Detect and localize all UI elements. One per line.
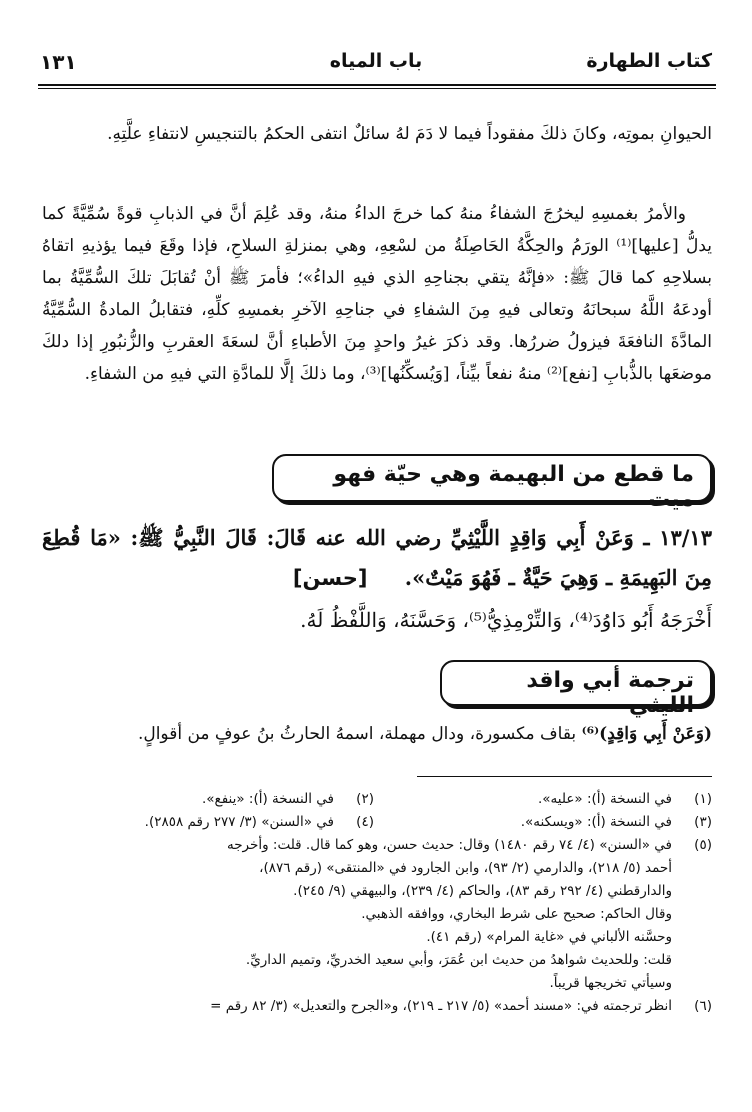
- footnote-pair-row: [36, 811, 712, 834]
- section-heading-narrator-bio: ترجمة أبي واقد الليثي: [440, 660, 712, 706]
- header-rule: [38, 84, 716, 86]
- footnote-6-text: انظر ترجمته في: «مسند أحمد» (٥/ ٢١٧ ـ ٢١٩)، و«الجرح والتعديل» (٣/ ٨٢ رقم =: [210, 998, 672, 1014]
- narrator-bio: [42, 718, 712, 750]
- footnote-5: [36, 834, 712, 995]
- footnote-number: (٥): [694, 837, 712, 853]
- footnote-line: في «السنن» (٤/ ٧٤ رقم ١٤٨٠) وقال: حديث حسن، وهو كما قال. قلت: وأخرجه: [226, 837, 672, 853]
- footnote-line: وقال الحاكم: صحيح على شرط البخاري، ووافقه الذهبي.: [361, 906, 672, 922]
- header-rule-thin: [38, 88, 716, 89]
- footnote-number: (٤): [356, 814, 374, 830]
- footnote-number: (١): [694, 791, 712, 807]
- paragraph-1: الحيوانِ بموتِه، وكانَ ذلكَ مفقوداً فيما لا دَمَ لهُ سائلٌ انتفى الحكمُ بالتنجيسِ لانتفاءِ علَّتِهِ.: [107, 124, 712, 144]
- footnote-line: أحمد (٥/ ٢١٨)، والدارمي (٢/ ٩٣)، وابن الجارود في «المنتقى» (رقم ٨٧٦)،: [259, 860, 672, 876]
- hadith-body: ١٣/١٣ ـ وَعَنْ أَبِي وَاقِدٍ اللَّيْثِيِّ رضي الله عنه قَالَ: قَالَ النَّبِيُّ ﷺ: «مَا قُطِعَ مِنَ البَهِيمَةِ ـ وَهِيَ حَيَّةٌ ـ فَهُوَ مَيْتٌ».: [42, 525, 712, 590]
- footnote-line: وحسَّنه الألباني في «غاية المرام» (رقم ٤١).: [426, 929, 672, 945]
- paragraph-2: والأمرُ بغمسِهِ ليخرُجَ الشفاءُ منهُ كما خرجَ الداءُ منهُ، وقد عُلِمَ أنَّ في الذبابِ قوةً سُمِّيَّةً كما يدلُّ [عليها]⁽¹⁾ الورَمُ والحِكَّةُ الحَاصِلَةُ من لسْعِهِ، وهي بمنزلةِ السلاحِ، فإذا وقَعَ فيما يؤذيهِ اتقاهُ بسلاحِهِ كما قالَ ﷺ: «فإنَّهُ يتقي بجناحِهِ الذي فيهِ الداءُ»؛ فأمرَ ﷺ أنْ تُقابَلَ تلكَ السُّمِّيَّةُ بما أودعَهُ اللَّهُ سبحانَهُ وتعالى فيهِ مِنَ الشفاءِ في جناحِهِ الآخرِ بغمسِهِ كلِّهِ، فتقابلُ المادةُ السُّمِّيَّةُ المادَّةَ النافعَةَ فيزولُ ضررُها. وقد ذكرَ غيرُ واحدٍ مِنَ الأطباءِ أنَّ لسعَةَ العقربِ والزُّنبُورِ إذا دلكَ موضعَها بالذُّبابِ [نفع]⁽²⁾ منهُ نفعاً بيِّناً، [وَيُسكِّنُها]⁽³⁾، وما ذلكَ إلَّا للمادَّةِ التي فيهِ من الشفاءِ.: [42, 204, 712, 384]
- footnote-line: قلت: وللحديث شواهدُ من حديث ابن عُمَرَ، وأبي سعيد الخدريِّ، وتميم الداريِّ.: [245, 952, 672, 968]
- chapter-title: باب المياه: [329, 50, 423, 72]
- footnote-number: (٦): [694, 998, 712, 1014]
- footnote-4: في «السنن» (٣/ ٢٧٧ رقم ٢٨٥٨).: [144, 814, 334, 830]
- footnote-number: (٢): [356, 791, 374, 807]
- footnote-2: في النسخة (أ): «ينفع».: [201, 791, 334, 807]
- book-title: كتاب الطهارة: [586, 50, 712, 72]
- section-heading-cut-from-animal: ما قطع من البهيمة وهي حيّة فهو ميت: [272, 454, 712, 502]
- footnote-6: [36, 995, 712, 1018]
- paragraph-continuation: [42, 118, 712, 150]
- narrator-bio-text: بقاف مكسورة، ودال مهملة، اسمهُ الحارثُ بنُ عوفٍ من أقوالٍ.: [137, 724, 577, 744]
- footnote-pair-row: [36, 788, 712, 811]
- hadith-grade: [حسن]: [292, 566, 368, 590]
- paragraph-commentary: [42, 198, 712, 390]
- footnote-line: وسيأتي تخريجها قريباً.: [549, 975, 672, 991]
- running-header: [40, 46, 712, 80]
- footnote-3: في النسخة (أ): «ويسكنه».: [520, 814, 672, 830]
- page-number: ١٣١: [40, 50, 77, 74]
- footnotes: [36, 788, 712, 1018]
- footnote-number: (٣): [694, 814, 712, 830]
- hadith-takhrij: أَخْرَجَهُ أَبُو دَاوُدَ⁽⁴⁾، وَالتِّرْمِذِيُّ⁽⁵⁾، وَحَسَّنَهُ، وَاللَّفْظُ لَهُ.: [300, 608, 712, 632]
- narrator-name: (وَعَنْ أَبِي وَاقِدٍ)⁽⁶⁾: [581, 724, 712, 744]
- footnote-1: في النسخة (أ): «عليه».: [538, 791, 672, 807]
- hadith-text: [42, 518, 712, 598]
- footnote-separator: [417, 776, 712, 777]
- footnote-line: والدارقطني (٤/ ٢٩٢ رقم ٨٣)، والحاكم (٤/ ٢٣٩)، والبيهقي (٩/ ٢٤٥).: [293, 883, 672, 899]
